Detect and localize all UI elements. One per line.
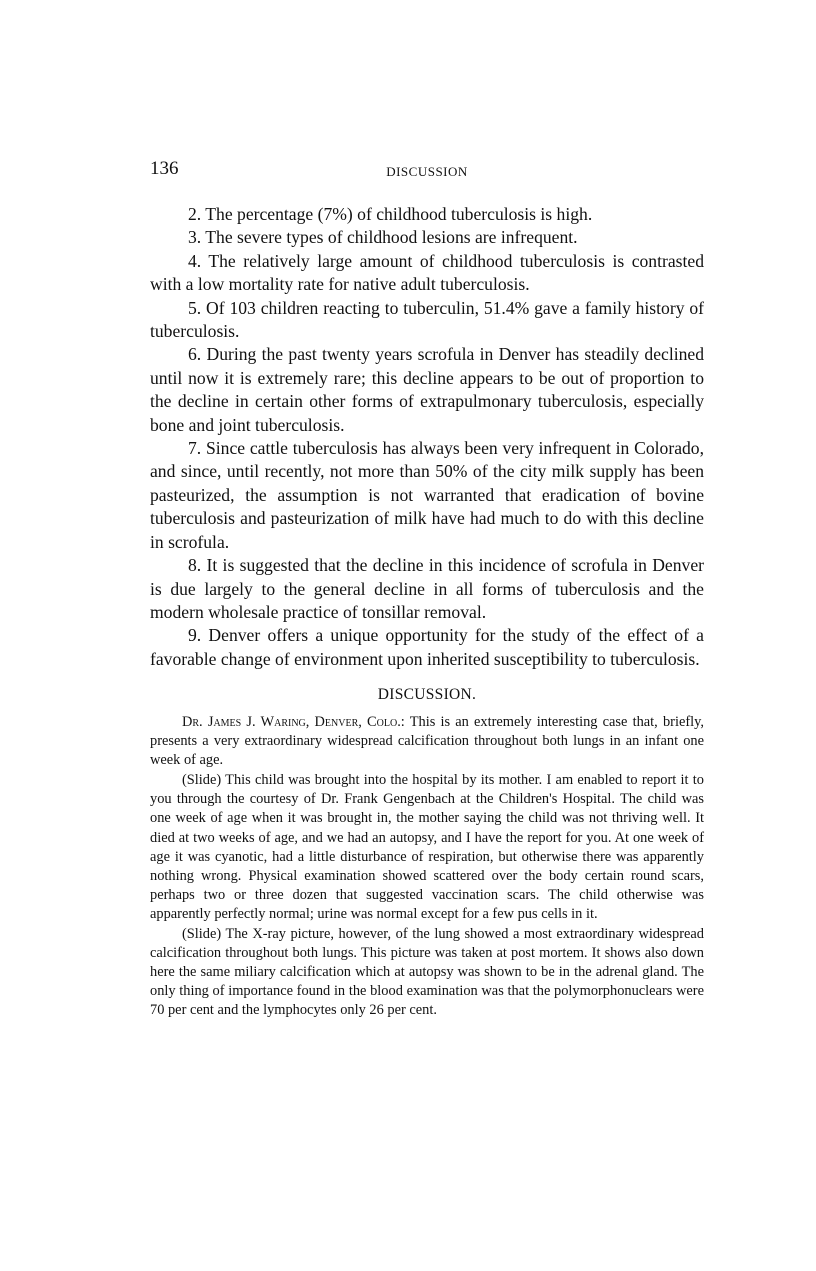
discussion-heading: DISCUSSION. xyxy=(377,686,477,703)
discussion-body xyxy=(150,713,704,1022)
conclusion-item: 6. During the past twenty years scrofula in Denver has steadily declined until now it is extremely rare; this decline appears to be out of proportion to the decline in certain other forms of extrapulmonary tuberculosis, especially bone and joint tuberculosis. xyxy=(150,344,704,435)
running-head-title: DISCUSSION xyxy=(386,164,468,179)
conclusions-list xyxy=(150,203,704,671)
conclusion-item: 9. Denver offers a unique opportunity for the study of the effect of a favorable change of environment upon inherited susceptibility to tuberculosis. xyxy=(150,625,704,669)
discussion-paragraph: (Slide) This child was brought into the hospital by its mother. I am enabled to report it to you through the courtesy of Dr. Frank Gengenbach at the Children's Hospital. The child was one week of age when it was brought in, the mother saying the child was not thriving well. It died at two weeks of age, and we had an autopsy, and I have the report for you. At one week of age it was cyanotic, had a little disturbance of respiration, but otherwise there was apparently nothing wrong. Physical examination showed scattered over the body certain round scars, perhaps two or three dozen that suggested vaccination scars. The child otherwise was apparently perfectly normal; urine was normal except for a few pus cells in it. xyxy=(150,772,704,922)
discussion-paragraph xyxy=(150,713,704,770)
speaker-name: Dr. James J. Waring, Denver, Colo.: xyxy=(182,714,405,730)
running-head xyxy=(150,158,704,188)
conclusion-item: 8. It is suggested that the decline in this incidence of scrofula in Denver is due largely to the general decline in all forms of tuberculosis and the modern wholesale practice of tonsillar removal. xyxy=(150,555,704,622)
conclusion-item: 5. Of 103 children reacting to tuberculin, 51.4% gave a family history of tuberculosis. xyxy=(150,297,704,342)
paragraph-text: This is an extremely interesting case that, briefly, presents a very extraordinary widespread calcification throughout both lungs in an infant one week of age. xyxy=(150,714,704,769)
conclusion-item: 7. Since cattle tuberculosis has always been very infrequent in Colorado, and since, until recently, not more than 50% of the city milk supply has been pasteurized, the assumption is not warranted that eradication of bovine tuberculosis and pasteurization of milk have had much to do with this decline in scrofula. xyxy=(150,438,704,552)
conclusion-item: 4. The relatively large amount of childhood tuberculosis is contrasted with a low mortality rate for native adult tuberculosis. xyxy=(150,250,704,295)
discussion-paragraph: (Slide) The X-ray picture, however, of the lung showed a most extraordinary widespread calcification throughout both lungs. This picture was taken at post mortem. It shows also down here the same miliary calcification which at autopsy was shown to be in the adrenal gland. The only thing of importance found in the blood examination was that the polymorphonuclears were 70 per cent and the lymphocytes only 26 per cent. xyxy=(150,926,704,1019)
page-number: 136 xyxy=(150,158,179,179)
conclusion-item: 3. The severe types of childhood lesions are infrequent. xyxy=(188,227,578,248)
conclusion-item: 2. The percentage (7%) of childhood tuberculosis is high. xyxy=(188,204,593,224)
